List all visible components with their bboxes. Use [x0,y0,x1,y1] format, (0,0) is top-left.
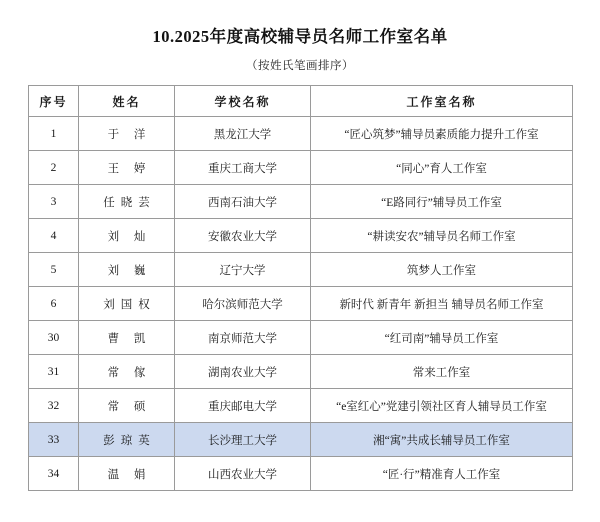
cell-name: 王 婷 [79,151,175,185]
cell-school: 长沙理工大学 [175,423,311,457]
roster-table [28,85,573,491]
table-row [29,457,573,491]
table-row [29,423,573,457]
cell-name: 温 娟 [79,457,175,491]
column-header-school: 学校名称 [175,86,311,117]
cell-studio: “红司南”辅导员工作室 [311,321,573,355]
column-header-name: 姓名 [79,86,175,117]
column-header-no: 序号 [29,86,79,117]
table-row [29,151,573,185]
cell-studio: “e室红心”党建引领社区育人辅导员工作室 [311,389,573,423]
cell-studio: 湘“寓”共成长辅导员工作室 [311,423,573,457]
page-subtitle: （按姓氏笔画排序） [246,60,354,73]
table-row [29,117,573,151]
cell-studio: 筑梦人工作室 [311,253,573,287]
cell-school: 南京师范大学 [175,321,311,355]
table-row [29,185,573,219]
cell-studio: 新时代 新青年 新担当 辅导员名师工作室 [311,287,573,321]
cell-no: 33 [29,423,79,457]
table-row [29,253,573,287]
cell-studio: “同心”育人工作室 [311,151,573,185]
cell-school: 黑龙江大学 [175,117,311,151]
cell-no: 1 [29,117,79,151]
cell-studio: “耕读安农”辅导员名师工作室 [311,219,573,253]
cell-name: 刘 灿 [79,219,175,253]
cell-school: 安徽农业大学 [175,219,311,253]
cell-no: 5 [29,253,79,287]
table-row [29,355,573,389]
cell-studio: 常来工作室 [311,355,573,389]
column-header-studio: 工作室名称 [311,86,573,117]
cell-school: 重庆工商大学 [175,151,311,185]
table-header [29,86,573,117]
cell-name: 刘 巍 [79,253,175,287]
cell-name: 常 硕 [79,389,175,423]
cell-name: 任晓芸 [79,185,175,219]
cell-name: 彭琼英 [79,423,175,457]
table-header-row [29,86,573,117]
table-row [29,219,573,253]
cell-no: 31 [29,355,79,389]
table-body [29,117,573,491]
cell-school: 重庆邮电大学 [175,389,311,423]
cell-no: 32 [29,389,79,423]
cell-school: 湖南农业大学 [175,355,311,389]
cell-name: 曹 凯 [79,321,175,355]
cell-school: 西南石油大学 [175,185,311,219]
table-row [29,389,573,423]
cell-no: 4 [29,219,79,253]
cell-studio: “E路同行”辅导员工作室 [311,185,573,219]
cell-name: 于 洋 [79,117,175,151]
cell-name: 刘国权 [79,287,175,321]
cell-school: 山西农业大学 [175,457,311,491]
cell-studio: “匠心筑梦”辅导员素质能力提升工作室 [311,117,573,151]
cell-no: 6 [29,287,79,321]
cell-no: 3 [29,185,79,219]
cell-school: 哈尔滨师范大学 [175,287,311,321]
cell-studio: “匠·行”精准育人工作室 [311,457,573,491]
cell-school: 辽宁大学 [175,253,311,287]
cell-no: 2 [29,151,79,185]
cell-no: 30 [29,321,79,355]
table-row [29,287,573,321]
cell-no: 34 [29,457,79,491]
table-row [29,321,573,355]
page-title: 10.2025年度高校辅导员名师工作室名单 [152,27,448,46]
cell-name: 常 傢 [79,355,175,389]
